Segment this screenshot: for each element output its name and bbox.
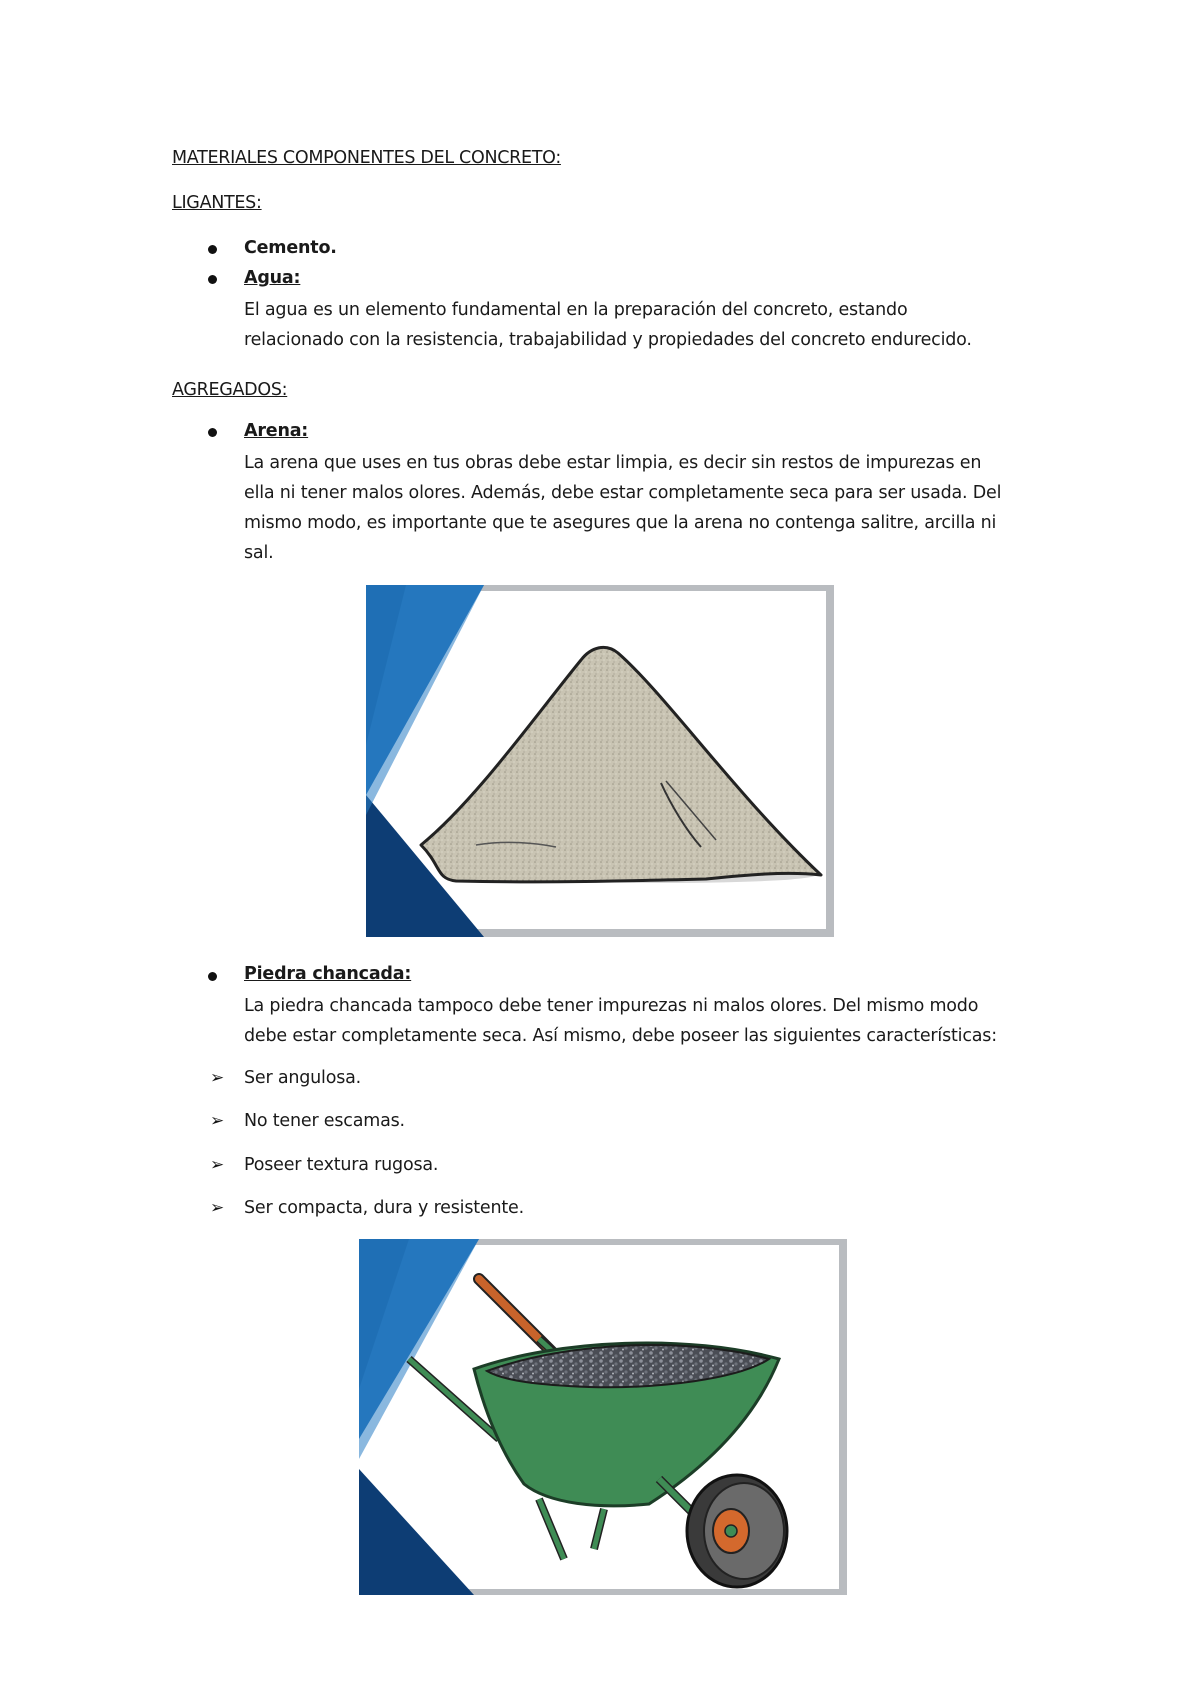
arrow-bullet-icon: ➢ (210, 1068, 225, 1088)
wheelbarrow-gravel-figure (359, 1239, 847, 1595)
ligantes-heading: LIGANTES: (172, 193, 262, 213)
arena-title: Arena: (244, 421, 309, 441)
characteristic-item: No tener escamas. (244, 1111, 405, 1131)
piedra-title: Piedra chancada: (244, 964, 412, 984)
frame-edge (839, 1239, 847, 1595)
bullet-icon (208, 275, 217, 284)
agua-description: El agua es un elemento fundamental en la preparación del concreto, estando relacionado con la resistencia, trabajabilidad y propiedades del concreto endurecido. (244, 300, 972, 350)
agua-title: Agua: (244, 268, 301, 288)
bullet-icon (208, 428, 217, 437)
arena-description: La arena que uses en tus obras debe estar limpia, es decir sin restos de impurezas en ella ni tener malos olores. Además, debe estar completamente seca para ser usada. Del mismo modo, es importante que te asegures que la arena no contenga salitre, arcilla ni sal. (244, 453, 1002, 563)
bullet-icon (208, 972, 217, 981)
bullet-icon (208, 245, 217, 254)
arrow-bullet-icon: ➢ (210, 1155, 225, 1175)
frame-edge (826, 585, 834, 937)
characteristic-item: Poseer textura rugosa. (244, 1155, 439, 1175)
characteristic-item: Ser angulosa. (244, 1068, 362, 1088)
arrow-bullet-icon: ➢ (210, 1111, 225, 1131)
sand-pile-figure (366, 585, 834, 937)
piedra-description: La piedra chancada tampoco debe tener impurezas ni malos olores. Del mismo modo debe estar completamente seca. Así mismo, debe poseer las siguientes características: (244, 996, 997, 1046)
characteristic-item: Ser compacta, dura y resistente. (244, 1198, 524, 1218)
agregados-heading: AGREGADOS: (172, 380, 288, 400)
document-title: MATERIALES COMPONENTES DEL CONCRETO: (172, 148, 561, 168)
cemento-title: Cemento. (244, 238, 337, 258)
arrow-bullet-icon: ➢ (210, 1198, 225, 1218)
